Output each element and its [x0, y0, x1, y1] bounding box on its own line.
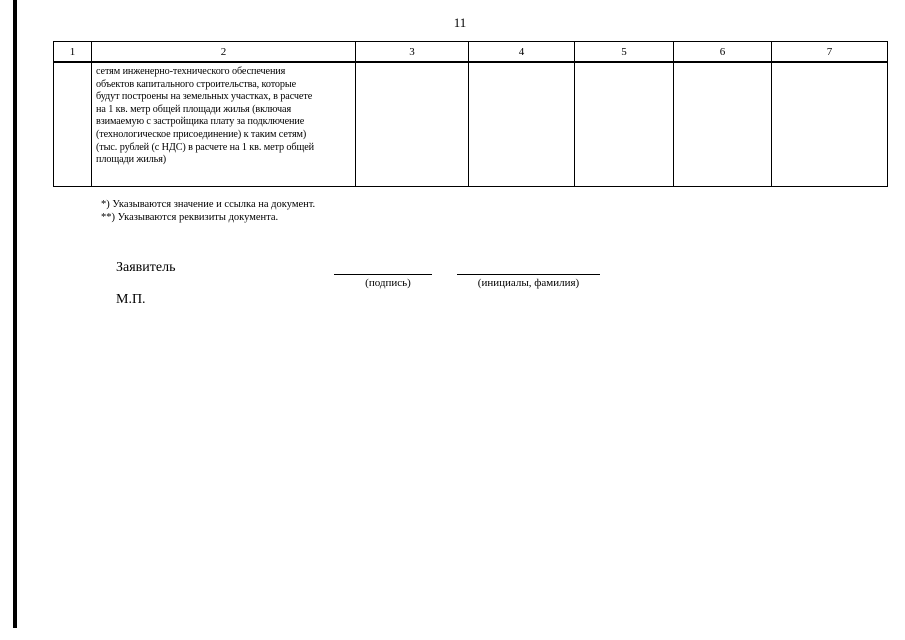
column-header: 6 — [674, 42, 772, 63]
table-cell-3 — [356, 62, 469, 187]
footnote-requisites: **) Указываются реквизиты документа. — [101, 212, 279, 223]
column-header: 7 — [772, 42, 888, 63]
data-table — [53, 41, 888, 187]
table-cell-6 — [674, 62, 772, 187]
column-header: 3 — [356, 42, 469, 63]
stamp-label: М.П. — [116, 292, 146, 307]
table-cell-5 — [575, 62, 674, 187]
description-line: (технологическое присоединение) к таким сетям) — [96, 128, 307, 140]
footnote-value: *) Указываются значение и ссылка на документ. — [101, 199, 316, 210]
description-line: будут построены на земельных участках, в расчете — [96, 91, 313, 103]
column-header: 1 — [54, 42, 92, 63]
column-header: 2 — [92, 42, 356, 63]
signature-caption: (подпись) — [365, 277, 411, 289]
column-header: 4 — [469, 42, 575, 63]
footnotes — [101, 198, 315, 224]
description-line: объектов капитального строительства, которые — [96, 78, 297, 90]
description-line: (тыс. рублей (с НДС) в расчете на 1 кв. метр общей — [96, 141, 315, 153]
signature-line — [334, 274, 432, 275]
table-cell-1 — [54, 62, 92, 187]
description-line: площади жилья) — [96, 154, 167, 166]
left-margin-bar — [13, 0, 17, 628]
description-line: сетям инженерно-технического обеспечения — [96, 66, 286, 77]
table-row — [54, 62, 888, 187]
name-caption: (инициалы, фамилия) — [477, 277, 580, 289]
name-line — [457, 274, 600, 275]
description-line: взимаемую с застройщика плату за подключение — [96, 116, 305, 128]
table-cell-4 — [469, 62, 575, 187]
column-header: 5 — [575, 42, 674, 63]
table-cell-7 — [772, 62, 888, 187]
page-number: 11 — [453, 15, 467, 30]
applicant-label: Заявитель — [116, 260, 176, 275]
description-line: на 1 кв. метр общей площади жилья (включая — [96, 103, 292, 115]
table-header-row — [54, 42, 888, 63]
indicator-description-cell — [92, 62, 356, 187]
